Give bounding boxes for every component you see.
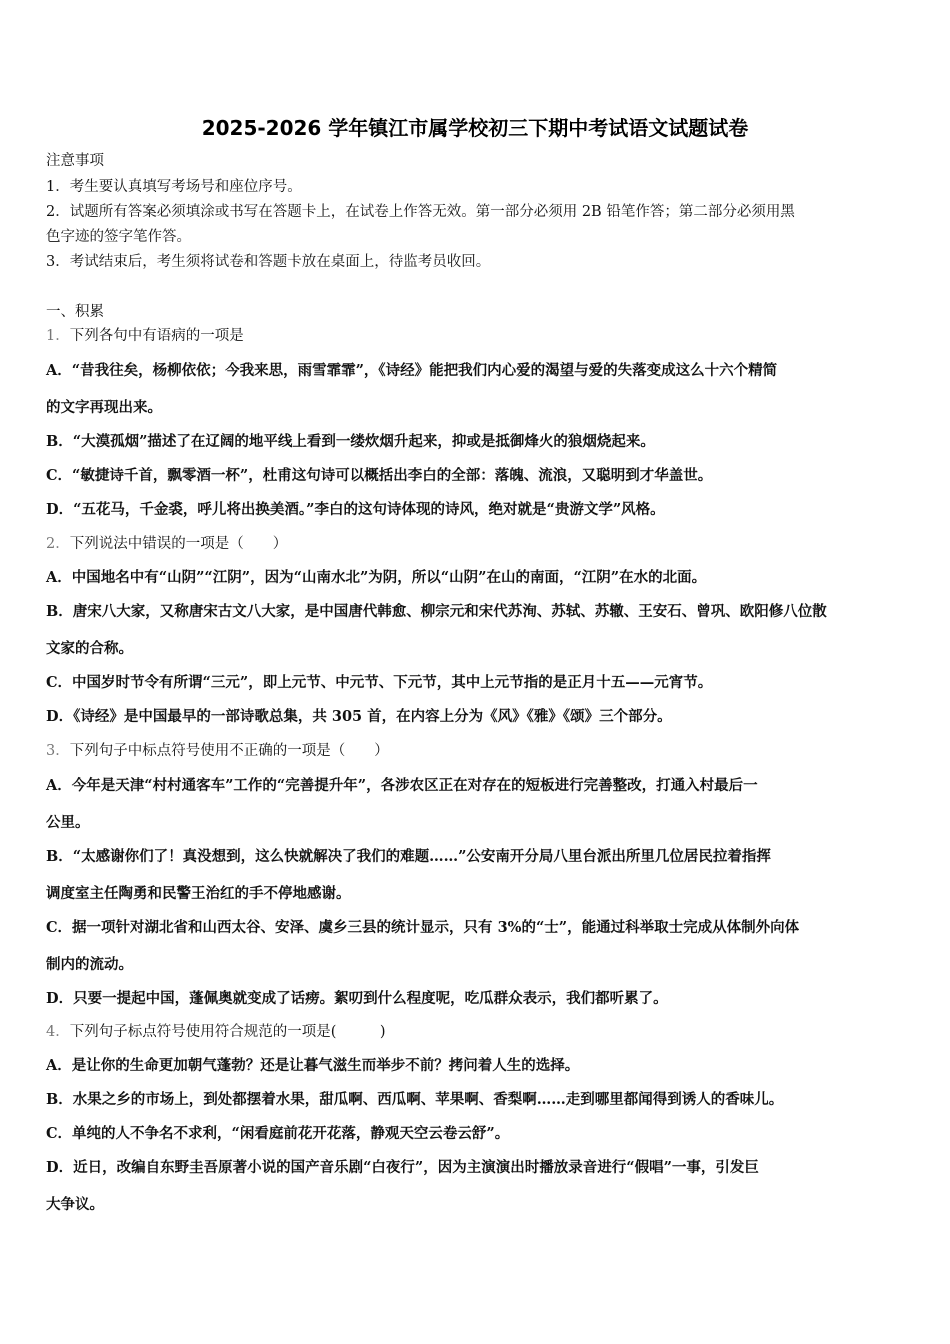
option-line: C．中国岁时节令有所谓“三元”，即上元节、中元节、下元节，其中上元节指的是正月十五——元宵节。 bbox=[46, 674, 713, 691]
question-number: 3． bbox=[46, 743, 70, 759]
notice-item: 2．试题所有答案必须填涂或书写在答题卡上，在试卷上作答无效。第一部分必须用 2B 铅笔作答；第二部分必须用黑 bbox=[46, 204, 795, 220]
question-stem bbox=[46, 535, 906, 553]
option-line: D．《诗经》是中国最早的一部诗歌总集，共 305 首，在内容上分为《风》《雅》《颂》三个部分。 bbox=[46, 708, 672, 725]
question-stem bbox=[46, 742, 906, 760]
option-line: A．今年是天津“村村通客车”工作的“完善提升年”，各涉农区正在对存在的短板进行完善整改，打通入村最后一 bbox=[46, 777, 758, 794]
page-title: 2025-2026 学年镇江市属学校初三下期中考试语文试题试卷 bbox=[201, 116, 749, 140]
option-line: A．中国地名中有“山阴”“江阴”，因为“山南水北”为阴，所以“山阴”在山的南面，“江阴”在水的北面。 bbox=[46, 569, 707, 586]
question-stem bbox=[46, 327, 906, 345]
question-number: 4． bbox=[46, 1024, 70, 1040]
question-text: 下列说法中错误的一项是（ ） bbox=[69, 536, 288, 552]
option-line: C．“敏捷诗千首，飘零酒一杯”，杜甫这句诗可以概括出李白的全部：落魄、流浪，又聪明到才华盖世。 bbox=[46, 467, 713, 484]
notice-item: 1．考生要认真填写考场号和座位序号。 bbox=[46, 179, 302, 195]
option-line: A．是让你的生命更加朝气蓬勃？还是让暮气滋生而举步不前？拷问着人生的选择。 bbox=[46, 1057, 580, 1074]
option-line: B．唐宋八大家，又称唐宋古文八大家，是中国唐代韩愈、柳宗元和宋代苏洵、苏轼、苏辙、王安石、曾巩、欧阳修八位散 bbox=[46, 603, 827, 620]
option-line: B．水果之乡的市场上，到处都摆着水果，甜瓜啊、西瓜啊、苹果啊、香梨啊……走到哪里都闻得到诱人的香味儿。 bbox=[46, 1091, 784, 1108]
question-stem bbox=[46, 1023, 906, 1041]
option-line: 的文字再现出来。 bbox=[46, 399, 162, 416]
question-text: 下列句子中标点符号使用不正确的一项是（ ） bbox=[69, 743, 389, 759]
option-line: 制内的流动。 bbox=[46, 956, 133, 973]
option-line: D．“五花马，千金裘，呼儿将出换美酒。”李白的这句诗体现的诗风，绝对就是“贵游文学”风格。 bbox=[46, 501, 665, 518]
notice-item: 3．考试结束后，考生须将试卷和答题卡放在桌面上，待监考员收回。 bbox=[46, 254, 491, 270]
option-line: 调度室主任陶勇和民警王治红的手不停地感谢。 bbox=[46, 885, 351, 902]
option-line: A．“昔我往矣，杨柳依依；今我来思，雨雪霏霏”，《诗经》能把我们内心爱的渴望与爱的失落变成这么十六个精简 bbox=[46, 362, 778, 379]
option-line: 公里。 bbox=[46, 814, 90, 831]
option-line: D．只要一提起中国，蓬佩奥就变成了话痨。絮叨到什么程度呢，吃瓜群众表示，我们都听累了。 bbox=[46, 990, 668, 1007]
option-line: B．“大漠孤烟”描述了在辽阔的地平线上看到一缕炊烟升起来，抑或是抵御烽火的狼烟烧起来。 bbox=[46, 433, 655, 450]
option-line: D．近日，改编自东野圭吾原著小说的国产音乐剧“白夜行”，因为主演演出时播放录音进行“假唱”一事，引发巨 bbox=[46, 1159, 759, 1176]
question-text: 下列句子标点符号使用符合规范的一项是( ) bbox=[69, 1024, 386, 1040]
option-line: B．“太感谢你们了！真没想到，这么快就解决了我们的难题……”公安南开分局八里台派出所里几位居民拉着指挥 bbox=[46, 848, 771, 865]
option-line: 文家的合称。 bbox=[46, 640, 133, 657]
option-line: 大争议。 bbox=[46, 1196, 104, 1213]
section-heading: 一、积累 bbox=[46, 304, 104, 320]
option-line: C．单纯的人不争名不求利，“闲看庭前花开花落，静观天空云卷云舒”。 bbox=[46, 1125, 510, 1142]
question-number: 2． bbox=[46, 536, 70, 552]
question-text: 下列各句中有语病的一项是 bbox=[69, 328, 244, 344]
notice-heading: 注意事项 bbox=[46, 153, 104, 169]
option-line: C．据一项针对湖北省和山西太谷、安泽、虞乡三县的统计显示，只有 3%的“士”，能通过科举取士完成从体制外向体 bbox=[46, 919, 800, 936]
question-number: 1． bbox=[46, 328, 70, 344]
notice-item: 色字迹的签字笔作答。 bbox=[46, 229, 191, 245]
